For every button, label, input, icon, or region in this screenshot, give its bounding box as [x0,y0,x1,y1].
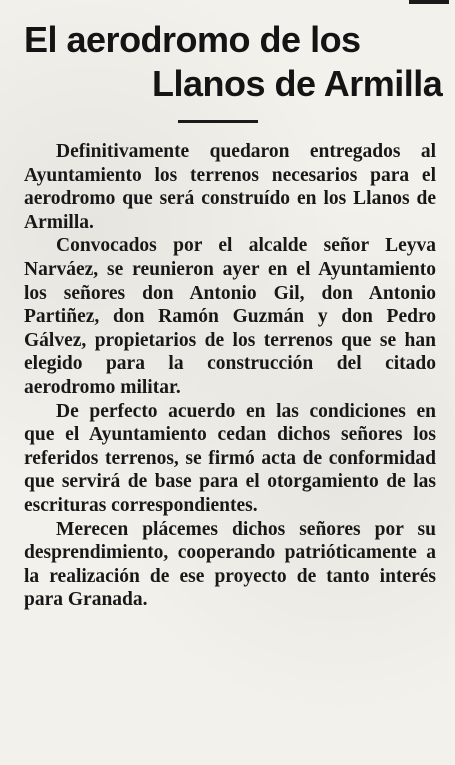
headline-line-1: El aerodromo de los [24,19,361,60]
print-mark [409,0,449,4]
article-paragraph-1: Definitivamente quedaron entregados al Ayuntamiento los terrenos necesarios para el aerodromo que será construído en los Llanos de Armilla. [24,141,436,233]
article-paragraph-3: De perfecto acuerdo en las condiciones en que el Ayuntamiento cedan dichos señores los referidos terrenos, se firmó acta de conformidad que servirá de base para el otorgamiento de las escrituras correspondientes. [24,400,436,516]
headline-line-2: Llanos de Armilla [152,63,443,104]
article-paragraph-2: Convocados por el alcalde señor Leyva Narváez, se reunieron ayer en el Ayuntamiento los señores don Antonio Gil, don Antonio Partiñez, don Ramón Guzmán y don Pedro Gálvez, propietarios de los terrenos que se han elegido para la construcción del citado aerodromo militar. [24,235,436,398]
article-headline [24,18,444,106]
article-paragraph-4: Merecen plácemes dichos señores por su desprendimiento, cooperando patrióticamente a la realización de ese proyecto de tanto interés para Granada. [24,518,436,611]
headline-divider [178,120,258,123]
article-body [24,140,436,612]
